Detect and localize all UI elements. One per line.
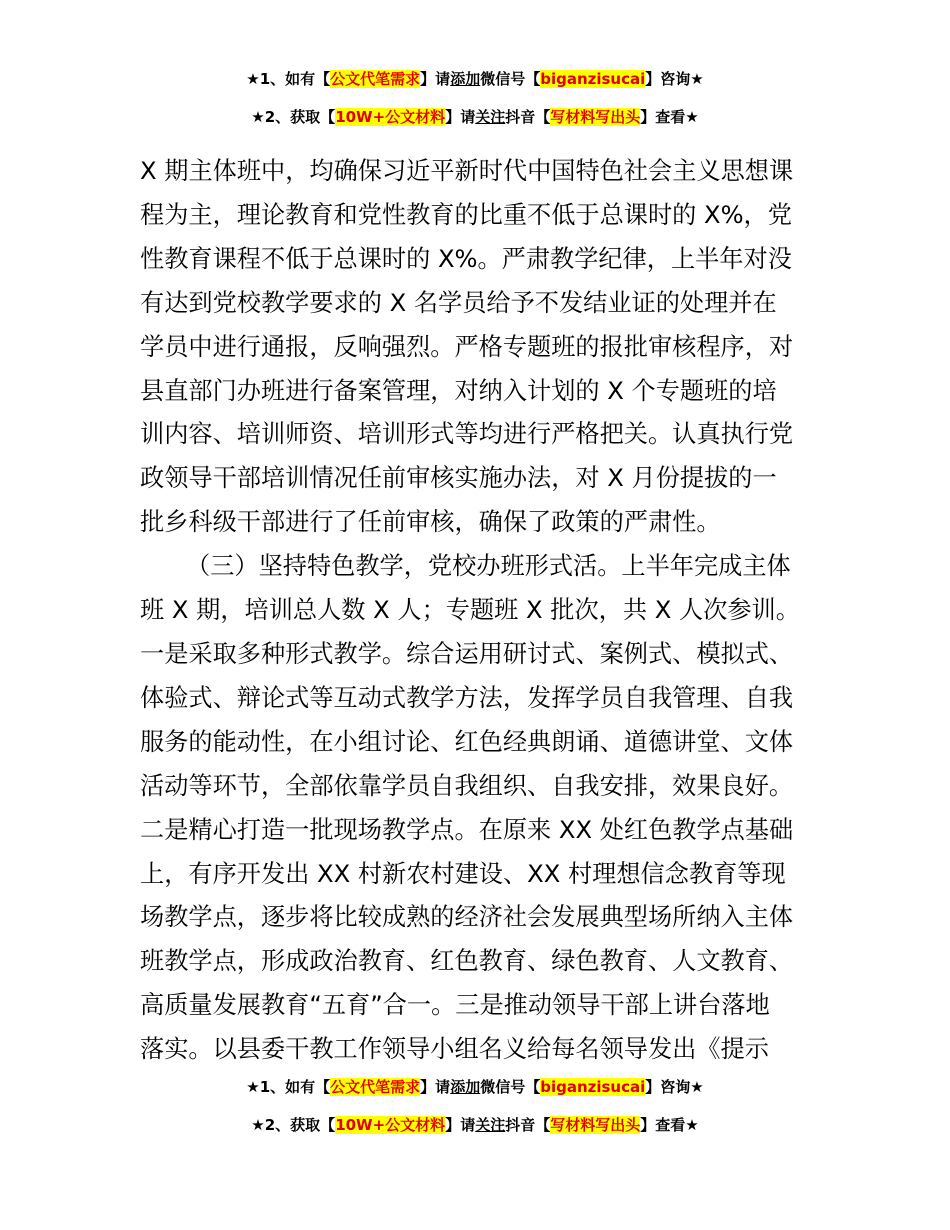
paragraph-2 (140, 545, 812, 1072)
highlight-materials: 10W+公文材料 (335, 1116, 446, 1134)
document-body (140, 150, 812, 1072)
text-line: X 期主体班中，均确保习近平新时代中国特色社会主义思想课 (140, 157, 794, 185)
text-line: 县直部门办班进行备案管理，对纳入计划的 X 个专题班的培 (140, 376, 777, 405)
footer-banner-line-2: ★2、获取【10W+公文材料】请关注抖音【写材料写出头】查看★ (251, 1116, 699, 1134)
footer-banner-line-1: ★1、如有【公文代笔需求】请添加微信号【biganzisucai】咨询★ (246, 1078, 704, 1096)
text-line: 学员中进行通报，反响强烈。严格专题班的报批审核程序，对 (140, 332, 794, 361)
highlight-materials: 10W+公文材料 (335, 108, 446, 126)
text-line: 一是采取多种形式教学。综合运用研讨式、案例式、模拟式、 (140, 639, 794, 668)
text-line: 活动等环节，全部依靠学员自我组织、自我安排，效果良好。 (140, 771, 794, 800)
text-line: 班教学点，形成政治教育、红色教育、绿色教育、人文教育、 (140, 947, 794, 976)
text-line: 上，有序开发出 XX 村新农村建设、XX 村理想信念教育等现 (140, 859, 786, 888)
text-line: 落实。以县委干教工作领导小组名义给每名领导发出《提示 (140, 1035, 769, 1064)
header-banner-line-2: ★2、获取【10W+公文材料】请关注抖音【写材料写出头】查看★ (251, 108, 699, 126)
highlight-douyin: 写材料写出头 (550, 108, 641, 126)
highlight-ghostwriting: 公文代笔需求 (330, 1078, 421, 1096)
header-banner-line-1: ★1、如有【公文代笔需求】请添加微信号【biganzisucai】咨询★ (246, 70, 704, 88)
highlight-douyin: 写材料写出头 (550, 1116, 641, 1134)
text-line: 班 X 期，培训总人数 X 人；专题班 X 批次，共 X 人次参训。 (140, 596, 800, 625)
text-line: 性教育课程不低于总课时的 X%。严肃教学纪律，上半年对没 (140, 244, 792, 273)
highlight-wechat-id: biganzisucai (540, 70, 646, 88)
highlight-ghostwriting: 公文代笔需求 (330, 70, 421, 88)
text-line: 程为主，理论教育和党性教育的比重不低于总课时的 X%，党 (140, 200, 792, 229)
text-line: 服务的能动性，在小组讨论、红色经典朗诵、道德讲堂、文体 (140, 727, 794, 756)
text-line: 政领导干部培训情况任前审核实施办法，对 X 月份提拔的一 (140, 464, 777, 493)
text-line: 批乡科级干部进行了任前审核，确保了政策的严肃性。 (140, 508, 721, 537)
text-line: （三）坚持特色教学，党校办班形式活。上半年完成主体 (186, 552, 791, 581)
text-line: 训内容、培训师资、培训形式等均进行严格把关。认真执行党 (140, 420, 794, 449)
paragraph-1 (140, 150, 812, 545)
text-line: 高质量发展教育“五育”合一。三是推动领导干部上讲台落地 (140, 991, 770, 1020)
text-line: 二是精心打造一批现场教学点。在原来 XX 处红色教学点基础 (140, 815, 794, 844)
highlight-wechat-id: biganzisucai (540, 1078, 646, 1096)
text-line: 体验式、辩论式等互动式教学方法，发挥学员自我管理、自我 (140, 683, 794, 712)
text-line: 场教学点，逐步将比较成熟的经济社会发展典型场所纳入主体 (140, 903, 794, 932)
text-line: 有达到党校教学要求的 X 名学员给予不发结业证的处理并在 (140, 288, 777, 317)
